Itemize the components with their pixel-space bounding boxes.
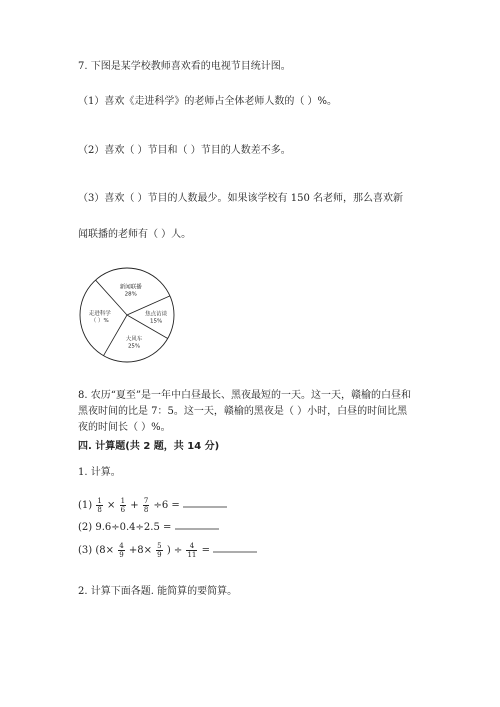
question-8-line-2: 黑夜时间的比是 7：5。这一天，赣榆的黑夜是（ ）小时，白昼的时间比黑	[78, 406, 408, 417]
pie-value-windmill: 25%	[127, 343, 141, 350]
calc-item-1	[78, 497, 227, 514]
question-7-sub-2: （2）喜欢（ ）节目和（ ）节目的人数差不多。	[78, 145, 291, 156]
fraction-numerator: 5	[157, 542, 162, 550]
fraction-denominator: 8	[97, 506, 102, 514]
pie-value-science: （ ）%	[90, 318, 109, 325]
fraction-denominator: 6	[120, 506, 126, 514]
answer-blank[interactable]	[183, 504, 227, 508]
calc-1-tail: ÷6 =	[153, 500, 180, 511]
fraction-denominator: 9	[157, 551, 162, 559]
question-7-sub-3-line-2: 闻联播的老师有（ ）人。	[78, 229, 192, 240]
calc-item-2	[78, 522, 219, 533]
calc-3-close: ) ÷	[166, 545, 183, 556]
operator: ×	[107, 500, 116, 511]
fraction-denominator: 8	[143, 506, 149, 514]
calc-intro: 1. 计算。	[78, 467, 121, 478]
fraction-numerator: 1	[120, 497, 126, 505]
fraction-numerator: 4	[186, 542, 197, 551]
fraction-numerator: 7	[143, 497, 149, 505]
pie-value-focus: 15%	[149, 318, 163, 325]
answer-blank[interactable]	[213, 549, 257, 553]
question-7-title: 7. 下图是某学校教师喜欢看的电视节目统计图。	[78, 61, 291, 72]
question-7-sub-1: （1）喜欢《走进科学》的老师占全体老师人数的（ ）%。	[78, 96, 338, 107]
pie-label-news: 新闻联播	[119, 284, 142, 291]
pie-label-focus: 焦点访谈	[145, 311, 168, 318]
question-8-line-3: 夜的时间长（ ）%。	[78, 422, 171, 433]
fraction	[120, 497, 126, 514]
question-7-sub-3-line-1: （3）喜欢（ ）节目的人数最少。如果该学校有 150 名老师，那么喜欢新	[78, 193, 403, 204]
pie-label-science: 走进科学	[88, 311, 111, 318]
answer-blank[interactable]	[175, 526, 219, 530]
fraction	[118, 542, 124, 559]
tv-program-pie-chart	[78, 266, 176, 364]
calc-2-text: (2) 9.6÷0.4÷2.5 =	[78, 522, 172, 533]
section-title: 四. 计算题(共 2 题，共 14 分)	[78, 441, 220, 452]
calc-3-tail: =	[201, 545, 210, 556]
pie-label-windmill: 大风车	[125, 336, 143, 343]
fraction	[143, 497, 149, 514]
operator: +	[130, 500, 139, 511]
question-8-line-1: 8. 农历“夏至”是一年中白昼最长、黑夜最短的一天。这一天，赣榆的白昼和	[78, 390, 411, 401]
calc-3-mid: +8×	[128, 545, 152, 556]
pie-value-news: 28%	[124, 291, 137, 298]
calc-3-prefix: (3) (8×	[78, 545, 114, 556]
calc-item-3	[78, 542, 257, 559]
fraction	[156, 542, 162, 559]
calc-intro-2: 2. 计算下面各题. 能简算的要简算。	[78, 586, 238, 597]
fraction-numerator: 1	[97, 497, 102, 505]
fraction	[96, 497, 102, 514]
fraction-denominator: 11	[187, 551, 197, 559]
fraction-denominator: 9	[119, 551, 124, 559]
fraction	[186, 542, 197, 559]
fraction-numerator: 4	[119, 542, 124, 550]
calc-1-prefix: (1)	[78, 500, 93, 511]
